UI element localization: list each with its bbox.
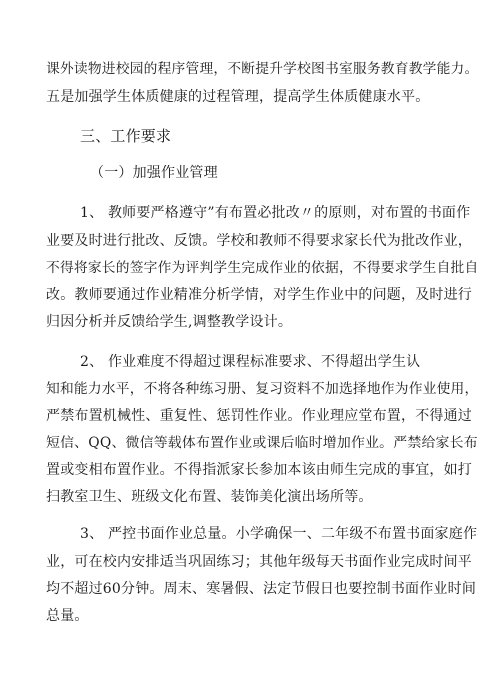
- subsection-heading: （一）加强作业管理: [90, 165, 218, 181]
- paragraph-3-line-2: 业，可在校内安排适当巩固练习；其他年级每天书面作业完成时间平: [46, 554, 472, 570]
- paragraph-3-line-4: 总量。: [46, 608, 89, 624]
- paragraph-3-line-3: 均不超过60分钟。周末、寒暑假、法定节假日也要控制书面作业时间: [46, 581, 477, 597]
- paragraph-2-line-2: 知和能力水平，不将各种练习册、复习资料不加选择地作为作业使用，: [46, 381, 479, 397]
- paragraph-3-line-1: 3、 严控书面作业总量。小学确保一、二年级不布置书面家庭作: [80, 526, 478, 542]
- section-heading: 三、工作要求: [80, 127, 172, 145]
- continuation-line-1: 课外读物进校园的程序管理，不断提升学校图书室服务教育教学能力。: [46, 61, 479, 77]
- paragraph-1-line-2: 业要及时进行批改、反馈。学校和教师不得要求家长代为批改作业，: [46, 233, 472, 249]
- paragraph-1-line-5: 归因分析并反馈给学生,调整教学设计。: [46, 314, 293, 330]
- paragraph-2-line-4: 短信、QQ、微信等载体布置作业或课后临时增加作业。严禁给家长布: [46, 435, 478, 451]
- paragraph-2-line-1: 2、 作业难度不得超过课程标准要求、不得超出学生认: [80, 354, 421, 370]
- paragraph-1-line-4: 改。教师要通过作业精准分析学情，对学生作业中的问题，及时进行: [46, 287, 472, 303]
- paragraph-1-line-1: 1、 教师要严格遵守”有布置必批改〃的原则，对布置的书面作: [80, 205, 471, 221]
- paragraph-2-line-6: 扫教室卫生、班级文化布置、装饰美化演出场所等。: [46, 489, 373, 505]
- paragraph-2-line-5: 置或变相布置作业。不得指派家长参加本该由师生完成的事宜，如打: [46, 462, 472, 478]
- paragraph-2-line-3: 严禁布置机械性、重复性、惩罚性作业。作业理应堂布置，不得通过: [46, 408, 472, 424]
- continuation-line-2: 五是加强学生体质健康的过程管理，提高学生体质健康水平。: [46, 89, 430, 105]
- paragraph-1-line-3: 不得将家长的签字作为评判学生完成作业的依据，不得要求学生自批自: [46, 260, 479, 276]
